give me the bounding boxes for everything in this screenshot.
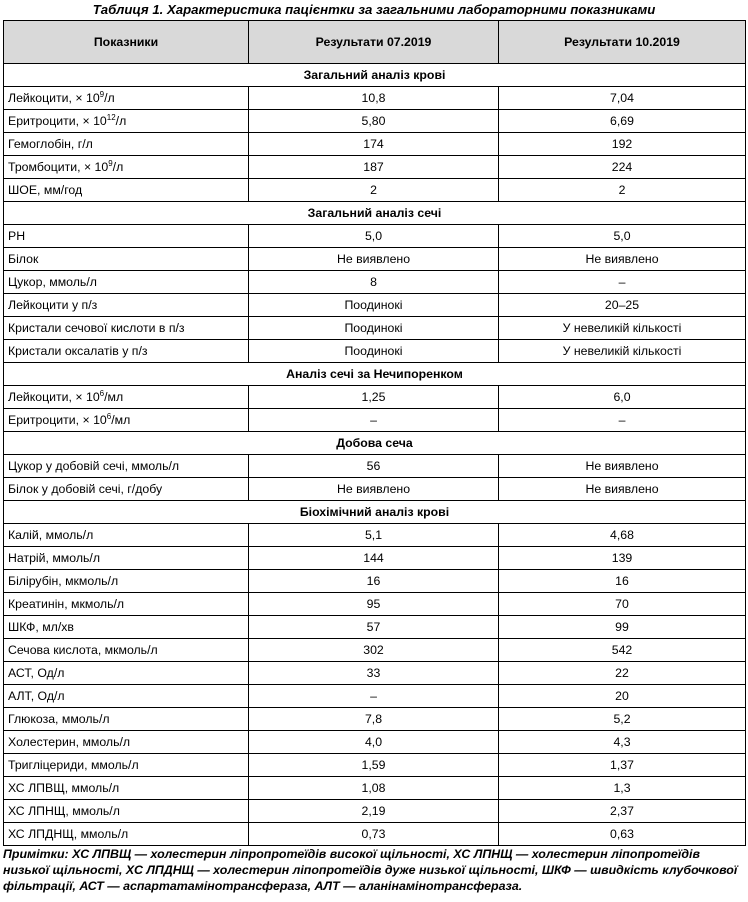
indicator-label: Сечова кислота, мкмоль/л [8,642,158,657]
result-october-value: 1,3 [499,777,746,800]
indicator-name [4,110,249,133]
header-result-july: Результати 07.2019 [249,21,499,64]
indicator-label: Лейкоцити, × 10 [8,90,100,105]
table-row [4,754,746,777]
indicator-label: Гемоглобін, г/л [8,136,93,151]
indicator-name [4,685,249,708]
indicator-label: ХС ЛПВЩ, ммоль/л [8,780,120,795]
indicator-name [4,800,249,823]
result-july-value: 302 [249,639,499,662]
result-october-value: 20 [499,685,746,708]
table-row [4,409,746,432]
table-row [4,87,746,110]
result-october-value: У невеликій кількості [499,340,746,363]
result-july-value: 187 [249,156,499,179]
table-row [4,133,746,156]
indicator-name [4,708,249,731]
result-october-value: 1,37 [499,754,746,777]
table-row [4,294,746,317]
result-october-value: 99 [499,616,746,639]
indicator-label: Тригліцериди, ммоль/л [8,757,139,772]
indicator-name [4,294,249,317]
section-header-row [4,363,746,386]
result-july-value: Поодинокі [249,294,499,317]
result-july-value: 5,1 [249,524,499,547]
indicator-name [4,317,249,340]
result-july-value: 56 [249,455,499,478]
indicator-label: Цукор, ммоль/л [8,274,97,289]
indicator-label: Білок [8,251,39,266]
indicator-name [4,662,249,685]
result-july-value: 33 [249,662,499,685]
indicator-label: Натрій, ммоль/л [8,550,101,565]
section-title: Біохімічний аналіз крові [4,501,746,524]
table-row [4,110,746,133]
indicator-name [4,547,249,570]
indicator-label: ХС ЛПНЩ, ммоль/л [8,803,120,818]
indicator-label: Лейкоцити, × 10 [8,389,100,404]
result-october-value: 0,63 [499,823,746,846]
lab-results-table [3,20,746,846]
indicator-name [4,478,249,501]
indicator-name [4,225,249,248]
result-july-value: – [249,685,499,708]
indicator-label: ХС ЛПДНЩ, ммоль/л [8,826,129,841]
result-october-value: У невеликій кількості [499,317,746,340]
result-october-value: 16 [499,570,746,593]
unit-exponent: 12 [106,112,116,122]
table-row [4,708,746,731]
indicator-label: Глюкоза, ммоль/л [8,711,110,726]
result-october-value: 22 [499,662,746,685]
table-row [4,271,746,294]
table-row [4,317,746,340]
result-july-value: 57 [249,616,499,639]
indicator-name [4,570,249,593]
result-july-value: 2 [249,179,499,202]
table-row [4,823,746,846]
unit-suffix: /мл [104,389,124,404]
indicator-label: Білок у добовій сечі, г/добу [8,481,163,496]
indicator-name [4,87,249,110]
section-title: Загальний аналіз сечі [4,202,746,225]
indicator-name [4,639,249,662]
section-header-row [4,432,746,455]
table-row [4,340,746,363]
section-title: Аналіз сечі за Нечипоренком [4,363,746,386]
unit-suffix: /л [112,159,124,174]
result-october-value: – [499,271,746,294]
result-october-value: 2 [499,179,746,202]
indicator-name [4,271,249,294]
indicator-name [4,593,249,616]
result-october-value: 70 [499,593,746,616]
table-caption: Таблиця 1. Характеристика пацієнтки за загальними лабораторними показниками [92,2,656,17]
result-july-value: Поодинокі [249,317,499,340]
indicator-name [4,524,249,547]
section-header-row [4,64,746,87]
indicator-label: Цукор у добовій сечі, ммоль/л [8,458,180,473]
result-july-value: 5,80 [249,110,499,133]
result-october-value: 2,37 [499,800,746,823]
table-row [4,639,746,662]
table-row [4,731,746,754]
table-row [4,547,746,570]
indicator-name [4,777,249,800]
section-title: Добова сеча [4,432,746,455]
indicator-name [4,133,249,156]
result-october-value: – [499,409,746,432]
indicator-label: Кристали оксалатів у п/з [8,343,148,358]
indicator-label: Еритроцити, × 10 [8,113,107,128]
result-october-value: 6,0 [499,386,746,409]
result-october-value: 6,69 [499,110,746,133]
unit-exponent: 6 [106,411,112,421]
table-row [4,225,746,248]
result-july-value: Поодинокі [249,340,499,363]
unit-exponent: 9 [108,158,113,168]
table-row [4,800,746,823]
header-indicator: Показники [4,21,249,64]
indicator-label: ШОЕ, мм/год [8,182,83,197]
indicator-label: Калій, ммоль/л [8,527,94,542]
result-october-value: Не виявлено [499,478,746,501]
table-row [4,156,746,179]
table-row [4,777,746,800]
section-header-row [4,202,746,225]
result-july-value: 0,73 [249,823,499,846]
table-row [4,179,746,202]
section-header-row [4,501,746,524]
result-october-value: 20–25 [499,294,746,317]
result-july-value: 4,0 [249,731,499,754]
unit-suffix: /л [115,113,127,128]
result-july-value: 1,59 [249,754,499,777]
result-july-value: 95 [249,593,499,616]
indicator-name [4,340,249,363]
result-october-value: 5,0 [499,225,746,248]
indicator-label: Кристали сечової кислоти в п/з [8,320,185,335]
result-october-value: 4,68 [499,524,746,547]
table-row [4,478,746,501]
indicator-label: Креатинін, мкмоль/л [8,596,125,611]
result-july-value: 1,08 [249,777,499,800]
table-row [4,524,746,547]
result-october-value: Не виявлено [499,248,746,271]
indicator-name [4,248,249,271]
indicator-name [4,754,249,777]
indicator-label: Білірубін, мкмоль/л [8,573,119,588]
result-july-value: 1,25 [249,386,499,409]
indicator-label: АЛТ, Од/л [8,688,65,703]
unit-suffix: /л [104,90,115,105]
result-july-value: 5,0 [249,225,499,248]
result-july-value: 174 [249,133,499,156]
indicator-name [4,823,249,846]
indicator-label: АСТ, Од/л [8,665,65,680]
indicator-label: Холестерин, ммоль/л [8,734,131,749]
result-july-value: 144 [249,547,499,570]
header-row [4,21,746,64]
result-october-value: 139 [499,547,746,570]
table-note: Примітки: ХС ЛПВЩ — холестерин ліпропротеїдів високої щільності, ХС ЛПНЩ — холестерин ліпопротеїдів низької щільності, ХС ЛПДНЩ — холестерин ліпопротеїдів дуже низької щільності, ШКФ — швидкість клубочкової фільтрації, АСТ — аспартатамінотрансфераза, АЛТ — аланінамінотрансфераза. [3,847,738,893]
result-july-value: Не виявлено [249,478,499,501]
result-october-value: 5,2 [499,708,746,731]
header-result-october: Результати 10.2019 [499,21,746,64]
result-october-value: 192 [499,133,746,156]
result-october-value: 7,04 [499,87,746,110]
result-october-value: 542 [499,639,746,662]
indicator-name [4,455,249,478]
indicator-name [4,179,249,202]
result-october-value: 4,3 [499,731,746,754]
indicator-name [4,156,249,179]
indicator-label: Еритроцити, × 10 [8,412,107,427]
unit-suffix: /мл [111,412,131,427]
indicator-label: Лейкоцити у п/з [8,297,98,312]
indicator-label: ШКФ, мл/хв [8,619,74,634]
result-july-value: – [249,409,499,432]
indicator-label: Тромбоцити, × 10 [8,159,109,174]
table-row [4,685,746,708]
table-row [4,662,746,685]
table-row [4,386,746,409]
section-title: Загальний аналіз крові [4,64,746,87]
table-row [4,248,746,271]
unit-exponent: 9 [99,89,105,99]
table-row [4,616,746,639]
indicator-name [4,731,249,754]
result-october-value: 224 [499,156,746,179]
indicator-label: PH [8,228,26,243]
indicator-name [4,409,249,432]
indicator-name [4,386,249,409]
indicator-name [4,616,249,639]
result-october-value: Не виявлено [499,455,746,478]
result-july-value: 10,8 [249,87,499,110]
table-row [4,593,746,616]
table-row [4,570,746,593]
result-july-value: 8 [249,271,499,294]
table-body [4,64,746,846]
result-july-value: Не виявлено [249,248,499,271]
unit-exponent: 6 [99,388,105,398]
table-row [4,455,746,478]
result-july-value: 16 [249,570,499,593]
result-july-value: 2,19 [249,800,499,823]
result-july-value: 7,8 [249,708,499,731]
